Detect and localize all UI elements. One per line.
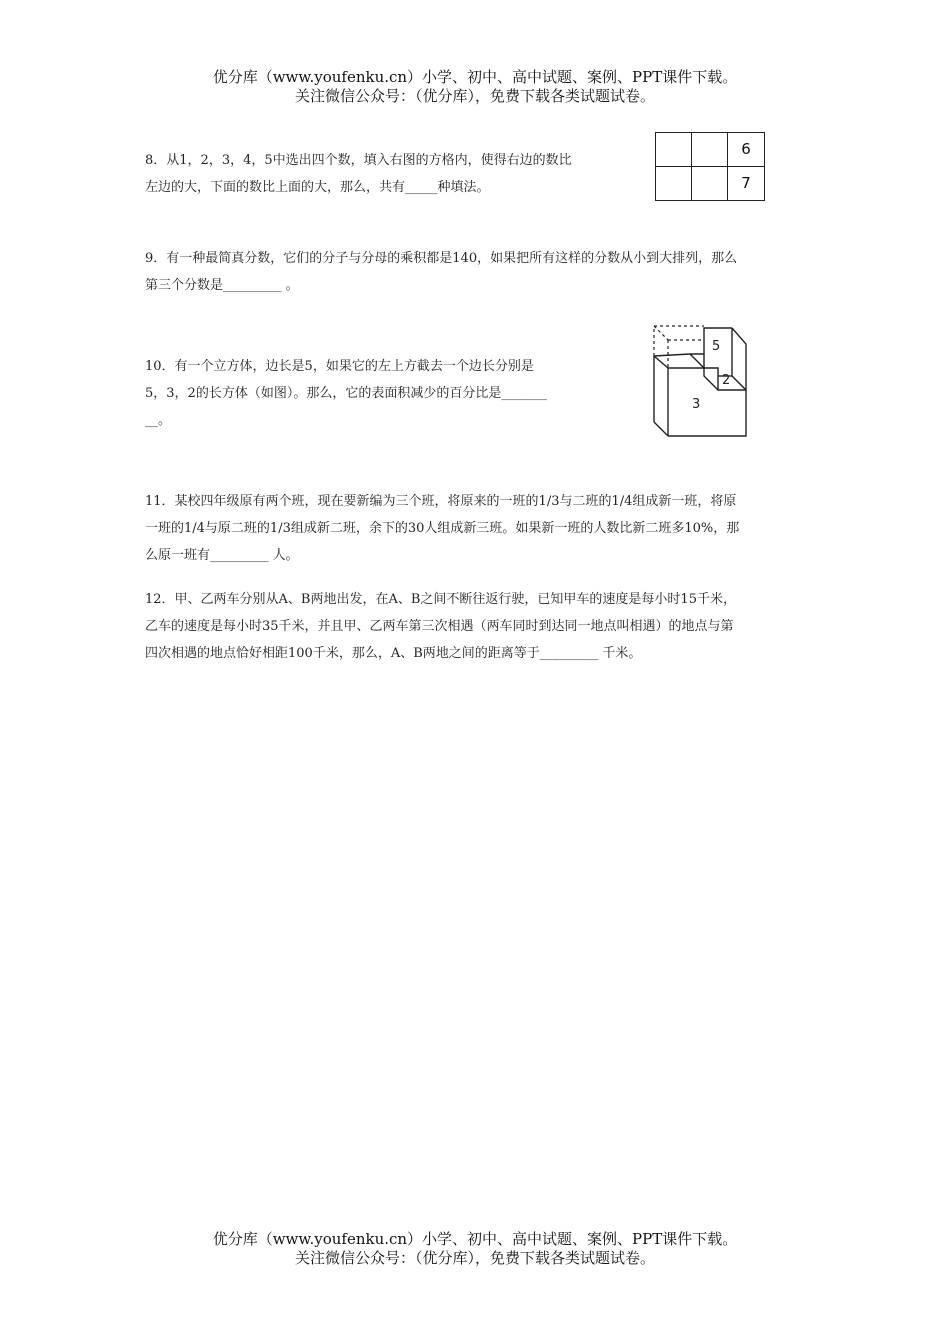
question-line: 乙车的速度是每小时35千米，并且甲、乙两车第三次相遇（两车同时到达同一地点叫相遇）的地点与第 — [145, 619, 734, 634]
question-line: 12．甲、乙两车分别从A、B两地出发，在A、B之间不断往返行驶，已知甲车的速度是每小时15千米， — [145, 592, 736, 607]
figure-label: 3 — [692, 397, 701, 412]
question-9 — [145, 245, 737, 299]
cube-depth-edge — [654, 422, 668, 436]
question-line: 四次相遇的地点恰好相距100千米，那么，A、B两地之间的距离等于_________ 千米。 — [145, 646, 642, 661]
cut-cube-figure — [648, 320, 752, 440]
cube-top-right-edge — [732, 328, 746, 358]
question-11 — [145, 488, 739, 569]
question-10 — [145, 353, 547, 434]
cube-depth-edge — [732, 376, 746, 390]
question-line: 9．有一种最简真分数，它们的分子与分母的乘积都是140，如果把所有这样的分数从小到大排列，那么 — [145, 251, 738, 266]
figure-label: 2 — [722, 373, 731, 388]
cube-depth-edge — [654, 356, 668, 368]
question-line: 10．有一个立方体，边长是5，如果它的左上方截去一个边长分别是 — [145, 359, 534, 374]
question-line: 5，3，2的长方体（如图）。那么，它的表面积减少的百分比是_______ — [145, 386, 547, 401]
page-footer — [0, 1230, 950, 1268]
question-line: 第三个分数是_________ 。 — [145, 278, 299, 293]
question-line: 11．某校四年级原有两个班，现在要新编为三个班，将原来的一班的1/3与二班的1/4组成新一班，将原 — [145, 494, 737, 509]
grid-cell — [656, 133, 692, 167]
grid-cell: 7 — [741, 174, 751, 193]
question-line: 8．从1，2，3，4，5中选出四个数，填入右图的方格内，使得右边的数比 — [145, 153, 572, 168]
grid-cell — [692, 133, 728, 167]
cube-front-edge — [668, 358, 746, 436]
footer-line-1: 优分库（www.youfenku.cn）小学、初中、高中试题、案例、PPT课件下载。 — [212, 1230, 738, 1248]
question-line: __。 — [145, 413, 172, 428]
number-grid-figure — [655, 132, 765, 201]
question-12 — [145, 586, 736, 667]
page-header — [0, 68, 950, 106]
grid-cell — [692, 167, 728, 201]
cut-inner-edge — [690, 354, 704, 368]
question-line: 左边的大，下面的数比上面的大，那么，共有_____种填法。 — [145, 180, 490, 195]
footer-line-2: 关注微信公众号：（优分库），免费下载各类试题试卷。 — [294, 1249, 655, 1267]
grid-cell — [656, 167, 692, 201]
header-line-2: 关注微信公众号：（优分库），免费下载各类试题试卷。 — [294, 87, 655, 105]
cut-top-edge — [654, 354, 690, 356]
question-line: 么原一班有_________ 人。 — [145, 548, 299, 563]
question-8 — [145, 147, 572, 201]
grid-cell: 6 — [728, 133, 764, 167]
header-line-1: 优分库（www.youfenku.cn）小学、初中、高中试题、案例、PPT课件下载。 — [212, 68, 738, 86]
question-line: 一班的1/4与原二班的1/3组成新二班，余下的30人组成新三班。如果新一班的人数比新二班多10%，那 — [145, 521, 740, 536]
figure-label: 5 — [712, 339, 721, 354]
cut-inner-edge — [690, 354, 718, 390]
